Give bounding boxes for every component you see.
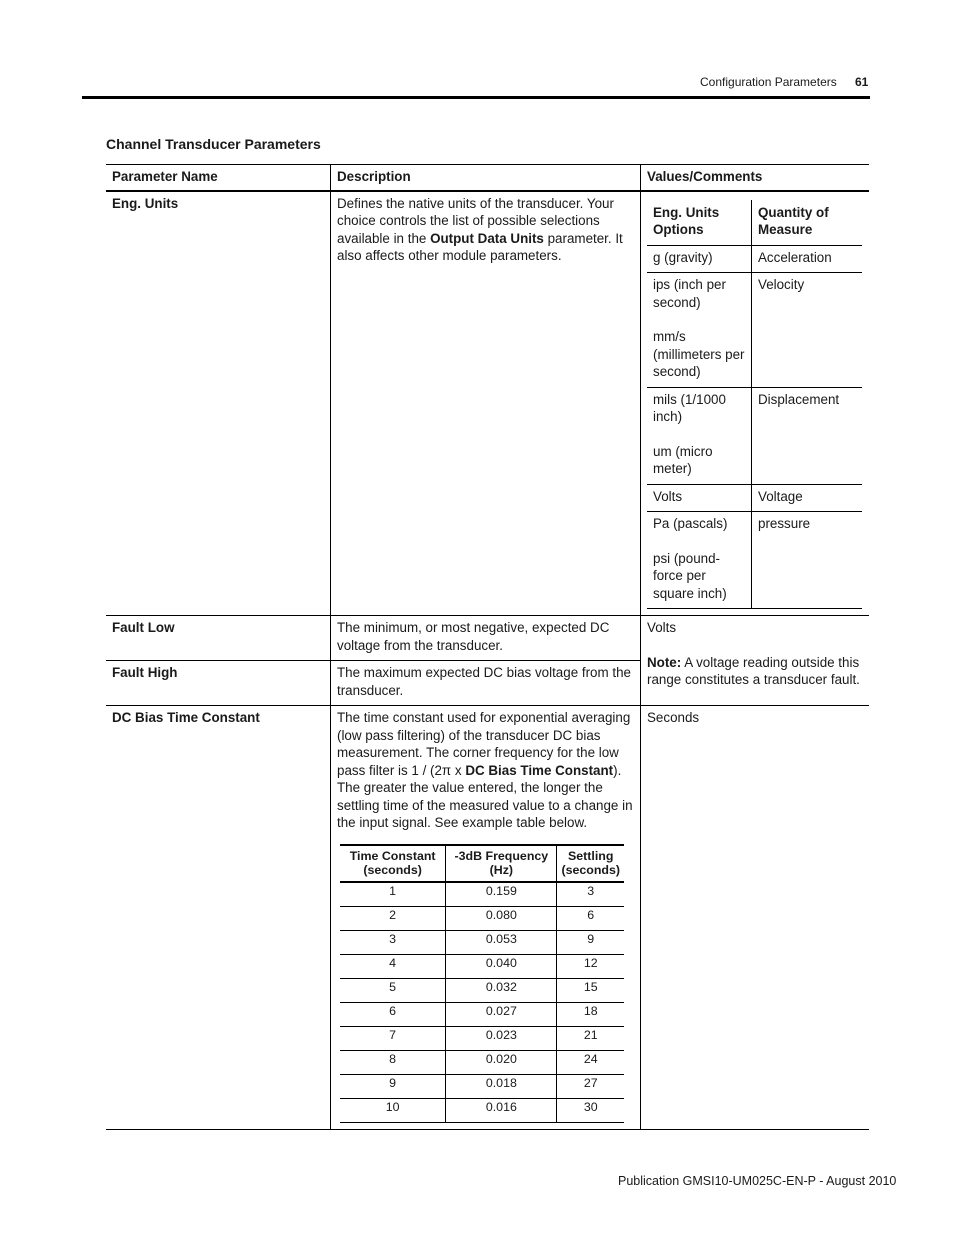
tc-table-row xyxy=(340,930,624,954)
options-row xyxy=(647,484,862,512)
tc-cell-frequency: 0.053 xyxy=(446,930,557,954)
page-number: 61 xyxy=(855,75,869,89)
param-name-eng-units: Eng. Units xyxy=(106,191,331,616)
option-units xyxy=(647,273,752,388)
tc-cell-frequency: 0.159 xyxy=(446,882,557,907)
option-units xyxy=(647,387,752,484)
description-dc-bias xyxy=(331,706,641,1130)
tc-table-row xyxy=(340,1098,624,1122)
time-constant-table-body xyxy=(340,882,624,1123)
description-text: parameter. It also affects other module parameters. xyxy=(337,230,623,263)
unit-option: psi (pound-force per square inch) xyxy=(653,550,727,601)
description-bold-term: Output Data Units xyxy=(430,230,544,246)
options-row xyxy=(647,512,862,609)
options-header-quantity: Quantity of Measure xyxy=(752,200,863,246)
tc-table-row xyxy=(340,1026,624,1050)
tc-header-frequency: -3dB Frequency (Hz) xyxy=(446,845,557,882)
option-quantity: Acceleration xyxy=(752,245,863,273)
unit-option: Volts xyxy=(653,488,683,504)
tc-table-row xyxy=(340,1002,624,1026)
tc-cell-settling: 12 xyxy=(557,954,624,978)
tc-table-row xyxy=(340,978,624,1002)
description-bold-term: DC Bias Time Constant xyxy=(465,762,614,778)
tc-table-row xyxy=(340,882,624,907)
options-row xyxy=(647,273,862,388)
tc-cell-frequency: 0.020 xyxy=(446,1050,557,1074)
table-title: Channel Transducer Parameters xyxy=(106,136,321,152)
tc-cell-time-constant: 3 xyxy=(340,930,446,954)
note-label: Note: xyxy=(647,654,682,670)
tc-cell-settling: 18 xyxy=(557,1002,624,1026)
tc-cell-frequency: 0.018 xyxy=(446,1074,557,1098)
unit-option: mils (1/1000 inch) xyxy=(653,391,726,424)
tc-cell-time-constant: 6 xyxy=(340,1002,446,1026)
tc-table-row xyxy=(340,954,624,978)
tc-cell-time-constant: 7 xyxy=(340,1026,446,1050)
fault-units: Volts xyxy=(647,620,677,635)
option-quantity: Displacement xyxy=(752,387,863,484)
option-quantity: Voltage xyxy=(752,484,863,512)
tc-cell-frequency: 0.040 xyxy=(446,954,557,978)
description-eng-units xyxy=(331,191,641,616)
tc-header-time-constant: Time Constant (seconds) xyxy=(340,845,446,882)
table-header-row xyxy=(106,165,869,191)
tc-header-settling: Settling (seconds) xyxy=(557,845,624,882)
header-rule xyxy=(82,96,870,99)
option-units xyxy=(647,484,752,512)
parameters-table xyxy=(106,164,869,1130)
values-eng-units xyxy=(641,191,870,616)
tc-cell-frequency: 0.027 xyxy=(446,1002,557,1026)
description-text: Defines the native units of the transducer. Your choice controls the list of possible selections available in the xyxy=(337,195,614,246)
param-name-dc-bias: DC Bias Time Constant xyxy=(106,706,331,1130)
option-quantity: pressure xyxy=(752,512,863,609)
tc-cell-settling: 24 xyxy=(557,1050,624,1074)
unit-option: mm/s (millimeters per second) xyxy=(653,329,745,379)
tc-cell-time-constant: 1 xyxy=(340,882,446,907)
tc-cell-time-constant: 9 xyxy=(340,1074,446,1098)
unit-option: ips (inch per second) xyxy=(653,277,726,310)
note-text: A voltage reading outside this range constitutes a transducer fault. xyxy=(647,654,860,687)
tc-table-row xyxy=(340,1050,624,1074)
param-name-fault-low: Fault Low xyxy=(106,616,331,661)
tc-cell-settling: 21 xyxy=(557,1026,624,1050)
values-fault xyxy=(641,616,870,706)
unit-option: Pa (pascals) xyxy=(653,516,728,531)
description-fault-high: The maximum expected DC bias voltage from the transducer. xyxy=(331,661,641,706)
eng-units-options-table xyxy=(647,200,862,610)
publication-footer: Publication GMSI10-UM025C-EN-P - August 2010 xyxy=(618,1174,897,1188)
option-units xyxy=(647,512,752,609)
tc-cell-settling: 15 xyxy=(557,978,624,1002)
tc-cell-frequency: 0.080 xyxy=(446,906,557,930)
tc-cell-time-constant: 5 xyxy=(340,978,446,1002)
column-header-values: Values/Comments xyxy=(641,165,870,191)
tc-cell-settling: 27 xyxy=(557,1074,624,1098)
tc-cell-time-constant: 10 xyxy=(340,1098,446,1122)
tc-table-row xyxy=(340,1074,624,1098)
param-name-fault-high: Fault High xyxy=(106,661,331,706)
options-row xyxy=(647,387,862,484)
table-row-fault-low xyxy=(106,616,869,661)
description-fault-low: The minimum, or most negative, expected DC voltage from the transducer. xyxy=(331,616,641,661)
tc-cell-frequency: 0.032 xyxy=(446,978,557,1002)
tc-cell-frequency: 0.016 xyxy=(446,1098,557,1122)
time-constant-table xyxy=(340,844,624,1123)
tc-table-row xyxy=(340,906,624,930)
tc-cell-settling: 3 xyxy=(557,882,624,907)
tc-cell-settling: 9 xyxy=(557,930,624,954)
values-dc-bias: Seconds xyxy=(641,706,870,1130)
unit-option: um (micro meter) xyxy=(653,443,713,476)
description-text: ). The greater the value entered, the longer the settling time of the measured value to a change in the input signal. See example table below. xyxy=(337,762,633,830)
tc-cell-time-constant: 2 xyxy=(340,906,446,930)
column-header-description: Description xyxy=(331,165,641,191)
tc-cell-settling: 30 xyxy=(557,1098,624,1122)
table-row-dc-bias xyxy=(106,706,869,1130)
option-quantity: Velocity xyxy=(752,273,863,388)
tc-cell-time-constant: 4 xyxy=(340,954,446,978)
option-units xyxy=(647,245,752,273)
tc-cell-time-constant: 8 xyxy=(340,1050,446,1074)
column-header-parameter: Parameter Name xyxy=(106,165,331,191)
tc-cell-frequency: 0.023 xyxy=(446,1026,557,1050)
running-header-section: Configuration Parameters xyxy=(700,75,837,89)
table-row-eng-units xyxy=(106,191,869,616)
unit-option: g (gravity) xyxy=(653,249,713,265)
description-text: The time constant used for exponential averaging (low pass filtering) of the transducer DC bias measurement. The corner frequency for the low pass filter is 1 / (2π x xyxy=(337,710,631,778)
tc-cell-settling: 6 xyxy=(557,906,624,930)
options-row xyxy=(647,245,862,273)
options-header-units: Eng. Units Options xyxy=(647,200,752,246)
